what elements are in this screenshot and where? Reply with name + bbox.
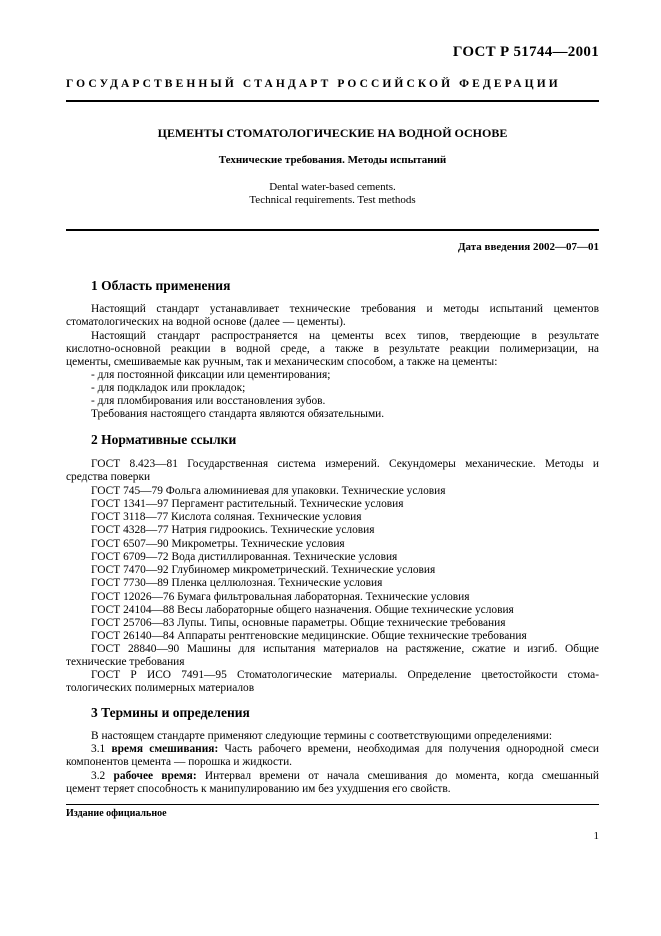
english-title-line1: Dental water-based cements. — [269, 181, 396, 193]
section-1-p2-line1: Настоящий стандарт распространяется на цементы всех типов, твердеющие в результате — [91, 330, 599, 342]
reference-item-cont: технические требования — [66, 656, 185, 668]
official-edition-label: Издание официальное — [66, 808, 167, 819]
term-number: 3.1 — [91, 743, 106, 755]
term-number: 3.2 — [91, 770, 106, 782]
section-3-intro: В настоящем стандарте применяют следующие термины с соответствующими определениями: — [91, 730, 553, 742]
reference-item: ГОСТ 12026—76 Бумага фильтровальная лабораторная. Технические условия — [91, 591, 470, 603]
section-1-p1-line2: стоматологических на водной основе (далее — цементы). — [66, 316, 346, 328]
term-name: рабочее время: — [113, 770, 197, 782]
english-title — [66, 181, 599, 207]
term-name: время смешивания: — [111, 743, 219, 755]
list-item: - для подкладок или прокладок; — [91, 382, 246, 394]
reference-item-cont: средства поверки — [66, 471, 151, 483]
section-1-p2-line2: кислотно-основной реакции в водной среде, а также в результате реакции полимеризации, на — [66, 343, 599, 355]
term-definition-cont: цемент теряет способность к манипулированию им без ухудшения его свойств. — [66, 783, 451, 795]
reference-item: ГОСТ 3118—77 Кислота соляная. Технические условия — [91, 511, 362, 523]
reference-item: ГОСТ 745—79 Фольга алюминиевая для упаковки. Технические условия — [91, 485, 446, 497]
reference-item: ГОСТ 6507—90 Микрометры. Технические условия — [91, 538, 345, 550]
reference-item: ГОСТ 6709—72 Вода дистиллированная. Технические условия — [91, 551, 398, 563]
header-rule — [66, 100, 599, 102]
reference-item: ГОСТ 8.423—81 Государственная система измерений. Секундомеры механические. Методы и — [91, 458, 599, 470]
reference-item: ГОСТ 26140—84 Аппараты рентгеновские медицинские. Общие технические требования — [91, 630, 527, 642]
section-1-p2-line3: цементы, смешиваемые как ручным, так и механическим способом, а также на цементы: — [66, 356, 498, 368]
title-rule — [66, 229, 599, 231]
section-3-heading: 3 Термины и определения — [91, 705, 250, 720]
footer-rule — [66, 804, 599, 805]
section-1-heading: 1 Область применения — [91, 278, 231, 293]
page-number: 1 — [593, 830, 599, 842]
list-item: - для пломбирования или восстановления зубов. — [91, 395, 326, 407]
reference-item: ГОСТ 28840—90 Машины для испытания материалов на растяжение, сжатие и изгиб. Общие — [91, 643, 599, 655]
term-text: Часть рабочего времени, необходимая для получения однородной смеси — [224, 743, 599, 755]
section-2-heading: 2 Нормативные ссылки — [91, 432, 237, 447]
list-item: - для постоянной фиксации или цементирования; — [91, 369, 331, 381]
reference-item: ГОСТ 7730—89 Пленка целлюлозная. Технические условия — [91, 577, 383, 589]
reference-item: ГОСТ 4328—77 Натрия гидроокись. Технические условия — [91, 524, 375, 536]
reference-item: ГОСТ 7470—92 Глубиномер микрометрический. Технические условия — [91, 564, 436, 576]
reference-item: ГОСТ 25706—83 Лупы. Типы, основные параметры. Общие технические требования — [91, 617, 506, 629]
reference-item: ГОСТ 1341—97 Пергамент растительный. Технические условия — [91, 498, 404, 510]
term-definition-cont: компонентов цемента — порошка и жидкости. — [66, 756, 293, 768]
reference-item: ГОСТ 24104—88 Весы лабораторные общего назначения. Общие технические условия — [91, 604, 514, 616]
reference-item: ГОСТ Р ИСО 7491—95 Стоматологические материалы. Определение цветостойкости стома- — [91, 669, 599, 681]
gost-number: ГОСТ Р 51744—2001 — [452, 44, 599, 60]
term-text: Интервал времени от начала смешивания до момента, когда смешанный — [204, 770, 599, 782]
state-standard-banner: ГОСУДАРСТВЕННЫЙ СТАНДАРТ РОССИЙСКОЙ ФЕДЕРАЦИИ — [66, 78, 561, 90]
reference-item-cont: тологических полимерных материалов — [66, 682, 255, 694]
section-1-p1-line1: Настоящий стандарт устанавливает технические требования и методы испытаний цементов — [91, 303, 599, 315]
english-title-line2: Technical requirements. Test methods — [249, 194, 416, 206]
term-definition — [91, 770, 599, 783]
document-title: ЦЕМЕНТЫ СТОМАТОЛОГИЧЕСКИЕ НА ВОДНОЙ ОСНОВЕ — [157, 126, 508, 140]
term-definition — [91, 743, 599, 756]
section-1-p3: Требования настоящего стандарта являются обязательными. — [91, 408, 385, 420]
effective-date: Дата введения 2002—07—01 — [457, 241, 599, 253]
document-subtitle: Технические требования. Методы испытаний — [218, 154, 447, 166]
